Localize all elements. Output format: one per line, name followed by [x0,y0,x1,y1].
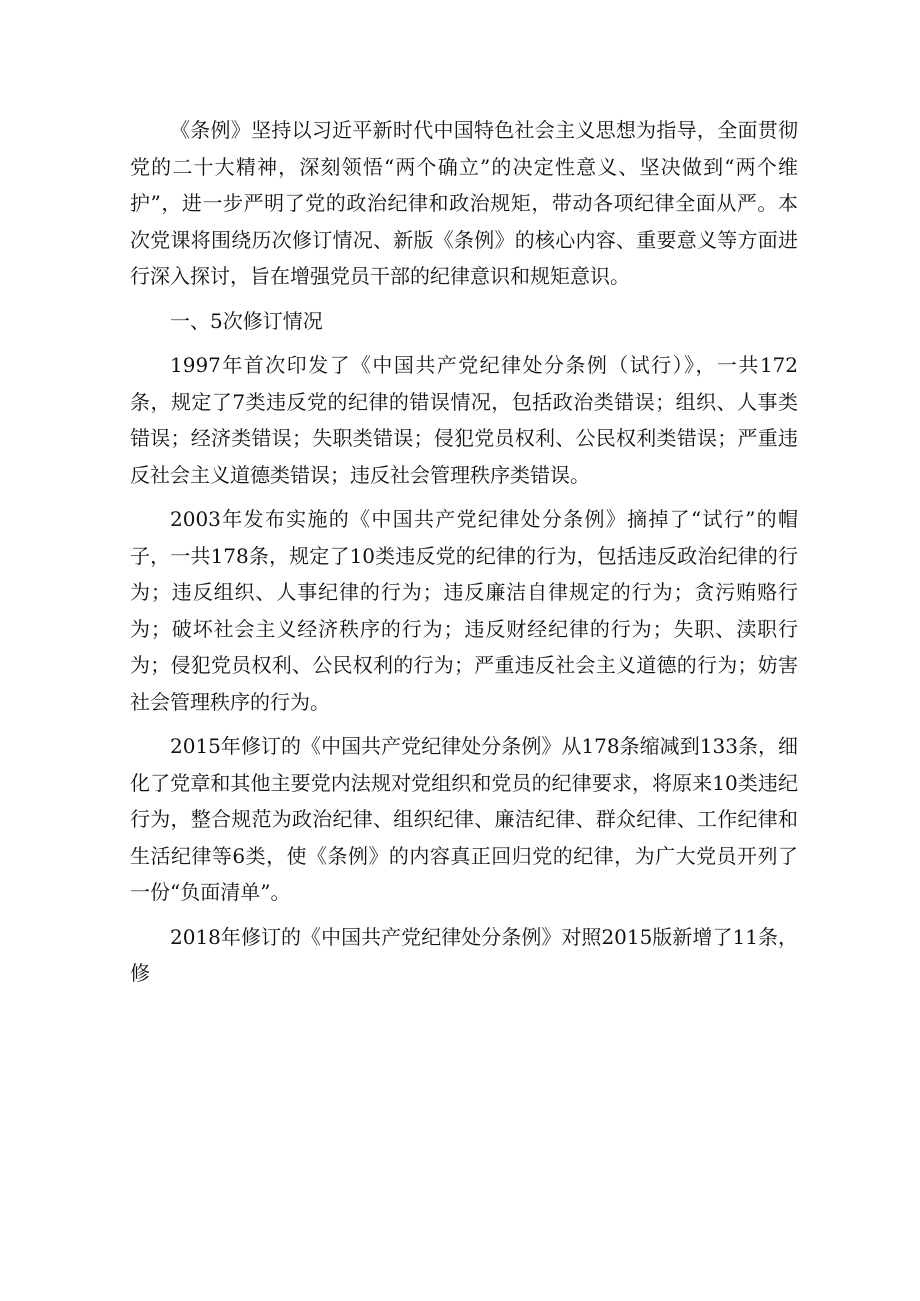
paragraph-2003: 2003年发布实施的《中国共产党纪律处分条例》摘掉了“试行”的帽子，一共178条，规定了10类违反党的纪律的行为，包括违反政治纪律的行为；违反组织、人事纪律的行为；违反廉洁自律规定的行为；贪污贿赂行为；破坏社会主义经济秩序的行为；违反财经纪律的行为；失职、渎职行为；侵犯党员权利、公民权利的行为；严重违反社会主义道德的行为；妨害社会管理秩序的行为。 [130,507,798,714]
intro-paragraph: 《条例》坚持以习近平新时代中国特色社会主义思想为指导，全面贯彻党的二十大精神，深刻领悟“两个确立”的决定性意义、坚决做到“两个维护”，进一步严明了党的政治纪律和政治规矩，带动各项纪律全面从严。本次党课将围绕历次修订情况、新版《条例》的核心内容、重要意义等方面进行深入探讨，旨在增强党员干部的纪律意识和规矩意识。 [130,118,798,288]
document-body [130,112,798,1000]
section-heading: 一、5次修订情况 [170,308,323,333]
paragraph-2015: 2015年修订的《中国共产党纪律处分条例》从178条缩减到133条，细化了党章和其他主要党内法规对党组织和党员的纪律要求，将原来10类违纪行为，整合规范为政治纪律、组织纪律、廉洁纪律、群众纪律、工作纪律和生活纪律等6类，使《条例》的内容真正回归党的纪律，为广大党员开列了一份“负面清单”。 [130,734,798,904]
paragraph-1997: 1997年首次印发了《中国共产党纪律处分条例（试行）》，一共172条，规定了7类违反党的纪律的错误情况，包括政治类错误；组织、人事类错误；经济类错误；失职类错误；侵犯党员权利、公民权利类错误；严重违反社会主义道德类错误；违反社会管理秩序类错误。 [130,353,798,487]
paragraph-2018: 2018年修订的《中国共产党纪律处分条例》对照2015版新增了11条，修 [130,924,798,985]
